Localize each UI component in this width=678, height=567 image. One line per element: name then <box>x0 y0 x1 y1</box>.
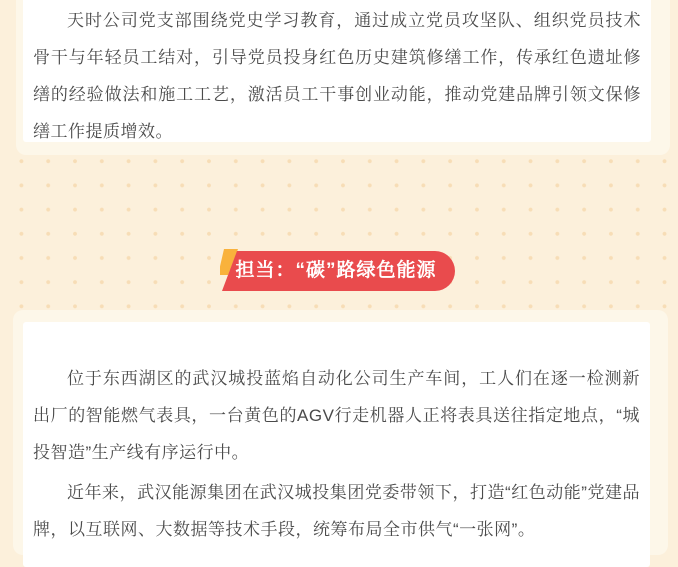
paragraph-party-repair-work: 天时公司党支部围绕党史学习教育，通过成立党员攻坚队、组织党员技术骨干与年轻员工结对，引导党员投身红色历史建筑修缮工作，传承红色遗址修缮的经验做法和施工工艺，激活员工干事创业动能，推动党建品牌引领文保修缮工作提质增效。 <box>33 11 641 141</box>
section-banner <box>220 247 458 292</box>
bottom-card-surface <box>23 322 650 567</box>
top-card-surface <box>23 0 651 142</box>
paragraph-red-energy-brand: 近年来，武汉能源集团在武汉城投集团党委带领下，打造“红色动能”党建品牌，以互联网、大数据等技术手段，统筹布局全市供气“一张网”。 <box>33 483 640 539</box>
bottom-text-card <box>13 310 668 555</box>
section-banner-title: 担当：“碳”路绿色能源 <box>235 260 437 281</box>
paragraph-agv-production-line: 位于东西湖区的武汉城投蓝焰自动化公司生产车间，工人们在逐一检测新出厂的智能燃气表具，一台黄色的AGV行走机器人正将表具送往指定地点，“城投智造”生产线有序运行中。 <box>33 369 640 462</box>
top-text-card <box>16 0 670 155</box>
